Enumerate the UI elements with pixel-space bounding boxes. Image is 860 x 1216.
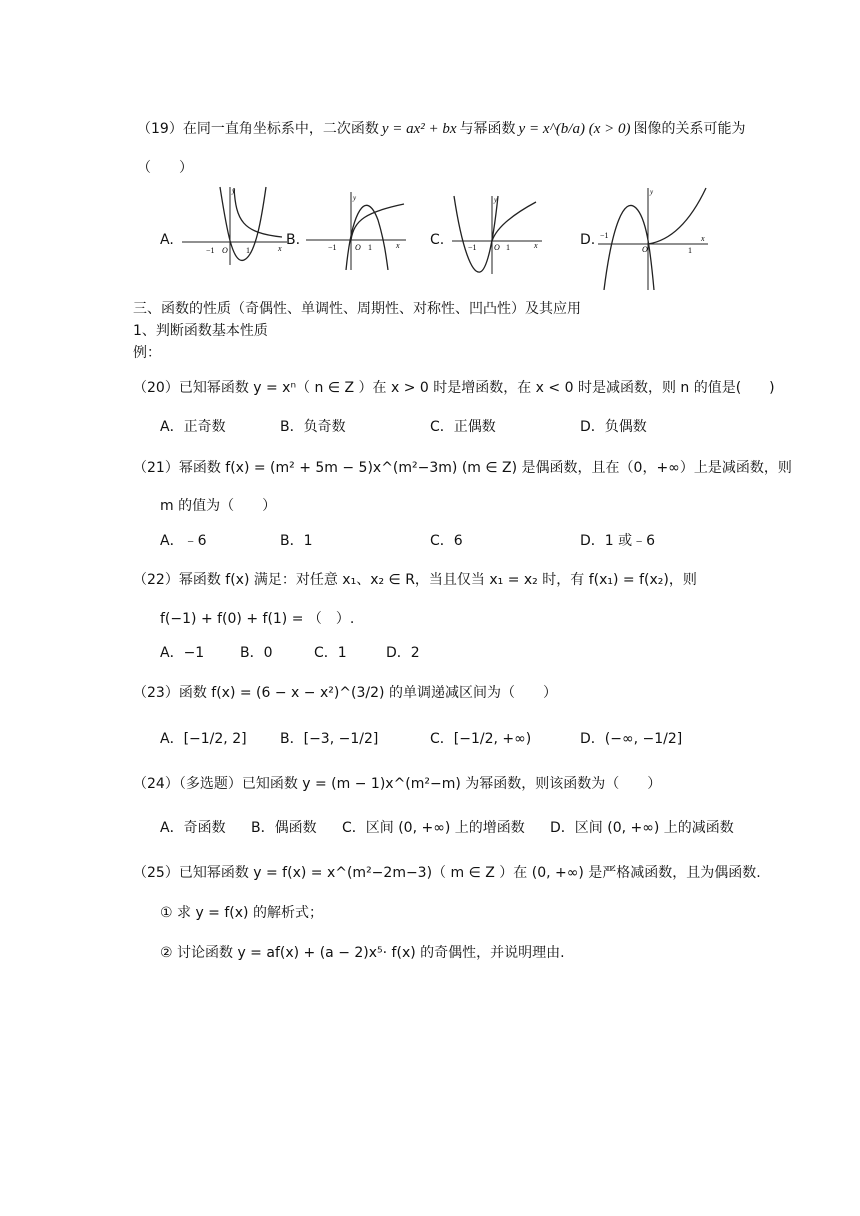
q20-option-d: D．负偶数 <box>580 419 647 435</box>
tick-origin: O <box>222 246 228 255</box>
q22-option-a: A．−1 <box>160 645 205 661</box>
q22-option-d: D．2 <box>386 645 420 661</box>
q19-graph-a <box>182 185 292 265</box>
tick-neg1: −1 <box>206 246 215 255</box>
q19-label-b: B. <box>286 232 301 248</box>
q20-option-c: C．正偶数 <box>430 419 496 435</box>
q19-blank: （ ） <box>137 160 193 176</box>
q25-stem: （25）已知幂函数 y = f(x) = x^(m²−2m−3)（ m ∈ Z ）在 (0, +∞) 是严格减函数，且为偶函数. <box>133 865 761 881</box>
tick-one: 1 <box>368 243 372 252</box>
label-x: x <box>396 241 400 250</box>
tick-neg1: −1 <box>468 243 477 252</box>
q21-option-c: C．6 <box>430 533 463 549</box>
q20-option-b: B．负奇数 <box>280 419 346 435</box>
q19-label-a: A. <box>160 232 174 248</box>
quadratic-curve <box>346 205 388 270</box>
q21-stem-line2: m 的值为（ ） <box>160 498 277 514</box>
tick-neg1: −1 <box>328 243 337 252</box>
label-y: y <box>650 188 654 196</box>
q20-stem: （20）已知幂函数 y = xⁿ（ n ∈ Z ）在 x > 0 时是增函数，在 x < 0 时是减函数，则 n 的值是( ) <box>133 380 775 396</box>
q21-option-d: D．1 或﹣6 <box>580 533 656 549</box>
label-x: x <box>701 234 705 243</box>
power-curve <box>492 202 536 241</box>
q19-graph-c <box>452 194 552 274</box>
q20-option-a: A．正奇数 <box>160 419 226 435</box>
q23-option-a: A．[−1/2, 2] <box>160 731 247 747</box>
q22-option-b: B．0 <box>240 645 273 661</box>
q21-stem: （21）幂函数 f(x) = (m² + 5m − 5)x^(m²−3m) (m ∈ Z) 是偶函数，且在（0，+∞）上是减函数，则 <box>133 460 792 476</box>
q23-option-c: C．[−1/2, +∞) <box>430 731 532 747</box>
q21-option-b: B．1 <box>280 533 313 549</box>
q22-option-c: C．1 <box>314 645 347 661</box>
q19-lead: （19）在同一直角坐标系中，二次函数 <box>137 121 379 137</box>
q19-tail: 图像的关系可能为 <box>633 121 746 137</box>
q19-label-d: D. <box>580 232 596 248</box>
tick-neg1: −1 <box>600 231 609 240</box>
q19-formula-quadratic: y = ax² + bx <box>381 121 457 137</box>
label-y: y <box>353 194 357 202</box>
q24-option-a: A．奇函数 <box>160 820 226 836</box>
tick-one: 1 <box>246 246 250 255</box>
q23-stem: （23）函数 f(x) = (6 − x − x²)^(3/2) 的单调递减区间为（ ） <box>133 685 557 701</box>
q25-subquestion-2: ② 讨论函数 y = af(x) + (a − 2)x⁵· f(x) 的奇偶性，并说明理由. <box>160 945 565 961</box>
label-y: y <box>494 196 498 204</box>
tick-one: 1 <box>688 246 692 255</box>
q22-stem: （22）幂函数 f(x) 满足：对任意 x₁、x₂ ∈ R，当且仅当 x₁ = x₂ 时，有 f(x₁) = f(x₂)，则 <box>133 572 697 588</box>
q23-option-d: D．(−∞, −1/2] <box>580 731 683 747</box>
label-x: x <box>534 241 538 250</box>
section-subheading: 1、判断函数基本性质 <box>133 323 268 339</box>
power-curve <box>648 188 706 244</box>
section-heading: 三、函数的性质（奇偶性、单调性、周期性、对称性、凹凸性）及其应用 <box>133 301 581 317</box>
q23-option-b: B．[−3, −1/2] <box>280 731 379 747</box>
q19-graph-b <box>306 190 416 270</box>
q19-label-c: C. <box>430 232 445 248</box>
q21-option-a: A．﹣6 <box>160 533 207 549</box>
tick-one: 1 <box>506 243 510 252</box>
quadratic-curve <box>454 196 498 272</box>
q24-option-b: B．偶函数 <box>251 820 317 836</box>
q25-subquestion-1: ① 求 y = f(x) 的解析式； <box>160 905 323 921</box>
q24-option-c: C．区间 (0, +∞) 上的增函数 <box>342 820 525 836</box>
q22-stem-line2: f(−1) + f(0) + f(1) = （ ）. <box>160 611 355 627</box>
example-label: 例： <box>133 345 161 361</box>
label-x: x <box>278 244 282 253</box>
power-curve <box>351 204 404 240</box>
q19-line <box>137 118 746 138</box>
q24-stem: （24）（多选题）已知函数 y = (m − 1)x^(m²−m) 为幂函数，则该函数为（ ） <box>133 776 662 792</box>
q24-option-d: D．区间 (0, +∞) 上的减函数 <box>550 820 734 836</box>
tick-origin: O <box>494 243 500 252</box>
q19-graph-d <box>598 186 713 290</box>
q19-mid: 与幂函数 <box>459 121 516 137</box>
tick-origin: O <box>355 243 361 252</box>
tick-origin: O <box>642 245 648 254</box>
q19-formula-power: y = x^(b/a) (x > 0) <box>518 121 631 137</box>
label-y: y <box>232 187 236 195</box>
